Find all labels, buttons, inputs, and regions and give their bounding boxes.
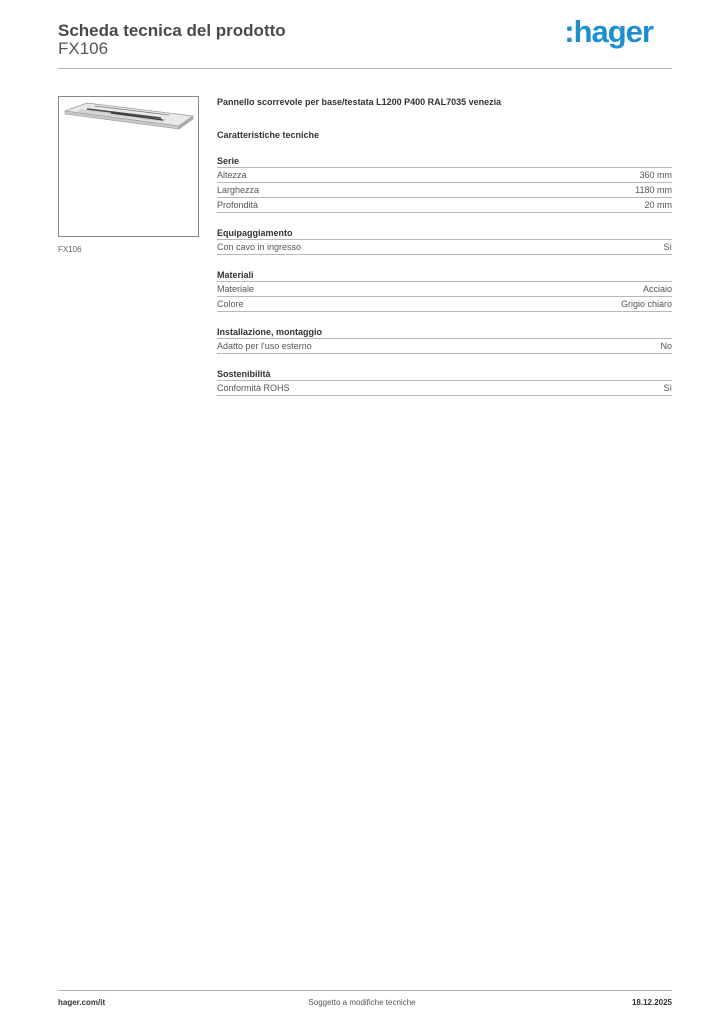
spec-value: Grigio chiaro <box>620 299 672 309</box>
spec-label: Adatto per l'uso esterno <box>217 341 312 351</box>
footer-date: 18.12.2025 <box>631 998 672 1007</box>
group-materiali <box>217 269 672 312</box>
product-code: FX106 <box>58 39 109 58</box>
footer-divider <box>58 990 672 991</box>
panel-illustration <box>59 97 198 236</box>
spec-row <box>217 240 672 255</box>
group-equipaggiamento <box>217 227 672 255</box>
group-title: Installazione, montaggio <box>217 326 672 339</box>
spec-label: Con cavo in ingresso <box>217 242 302 252</box>
group-title: Materiali <box>217 269 672 282</box>
page-title: Scheda tecnica del prodotto <box>58 21 286 40</box>
spec-row <box>217 168 672 183</box>
product-description: Pannello scorrevole per base/testata L1200 P400 RAL7035 venezia <box>217 97 502 107</box>
group-title: Equipaggiamento <box>217 227 672 240</box>
spec-value: Sì <box>663 242 672 252</box>
spec-label: Profondità <box>217 200 259 210</box>
spec-row <box>217 198 672 213</box>
spec-value: 360 mm <box>639 170 672 180</box>
spec-row <box>217 297 672 312</box>
product-image <box>58 96 199 237</box>
spec-section <box>217 96 672 396</box>
spec-label: Conformità ROHS <box>217 383 290 393</box>
group-installazione <box>217 326 672 354</box>
spec-row <box>217 381 672 396</box>
spec-label: Altezza <box>217 170 247 180</box>
spec-row <box>217 183 672 198</box>
spec-row <box>217 339 672 354</box>
spec-label: Materiale <box>217 284 255 294</box>
header-divider <box>58 68 672 69</box>
hager-logo: :hager <box>564 14 653 49</box>
specs-heading: Caratteristiche tecniche <box>217 130 320 140</box>
spec-label: Colore <box>217 299 244 309</box>
group-serie <box>217 155 672 213</box>
spec-value: 1180 mm <box>635 185 672 195</box>
spec-label: Larghezza <box>217 185 260 195</box>
spec-value: No <box>660 341 672 351</box>
group-sostenibilita <box>217 368 672 396</box>
spec-value: 20 mm <box>644 200 672 210</box>
image-caption: FX106 <box>58 245 82 254</box>
footer-note: Soggetto a modifiche tecniche <box>308 998 416 1007</box>
spec-row <box>217 282 672 297</box>
group-title: Sostenibilità <box>217 368 672 381</box>
group-title: Serie <box>217 155 672 168</box>
spec-value: Sì <box>663 383 672 393</box>
footer-website-link[interactable]: hager.com/it <box>58 998 106 1007</box>
spec-value: Acciaio <box>642 284 672 294</box>
